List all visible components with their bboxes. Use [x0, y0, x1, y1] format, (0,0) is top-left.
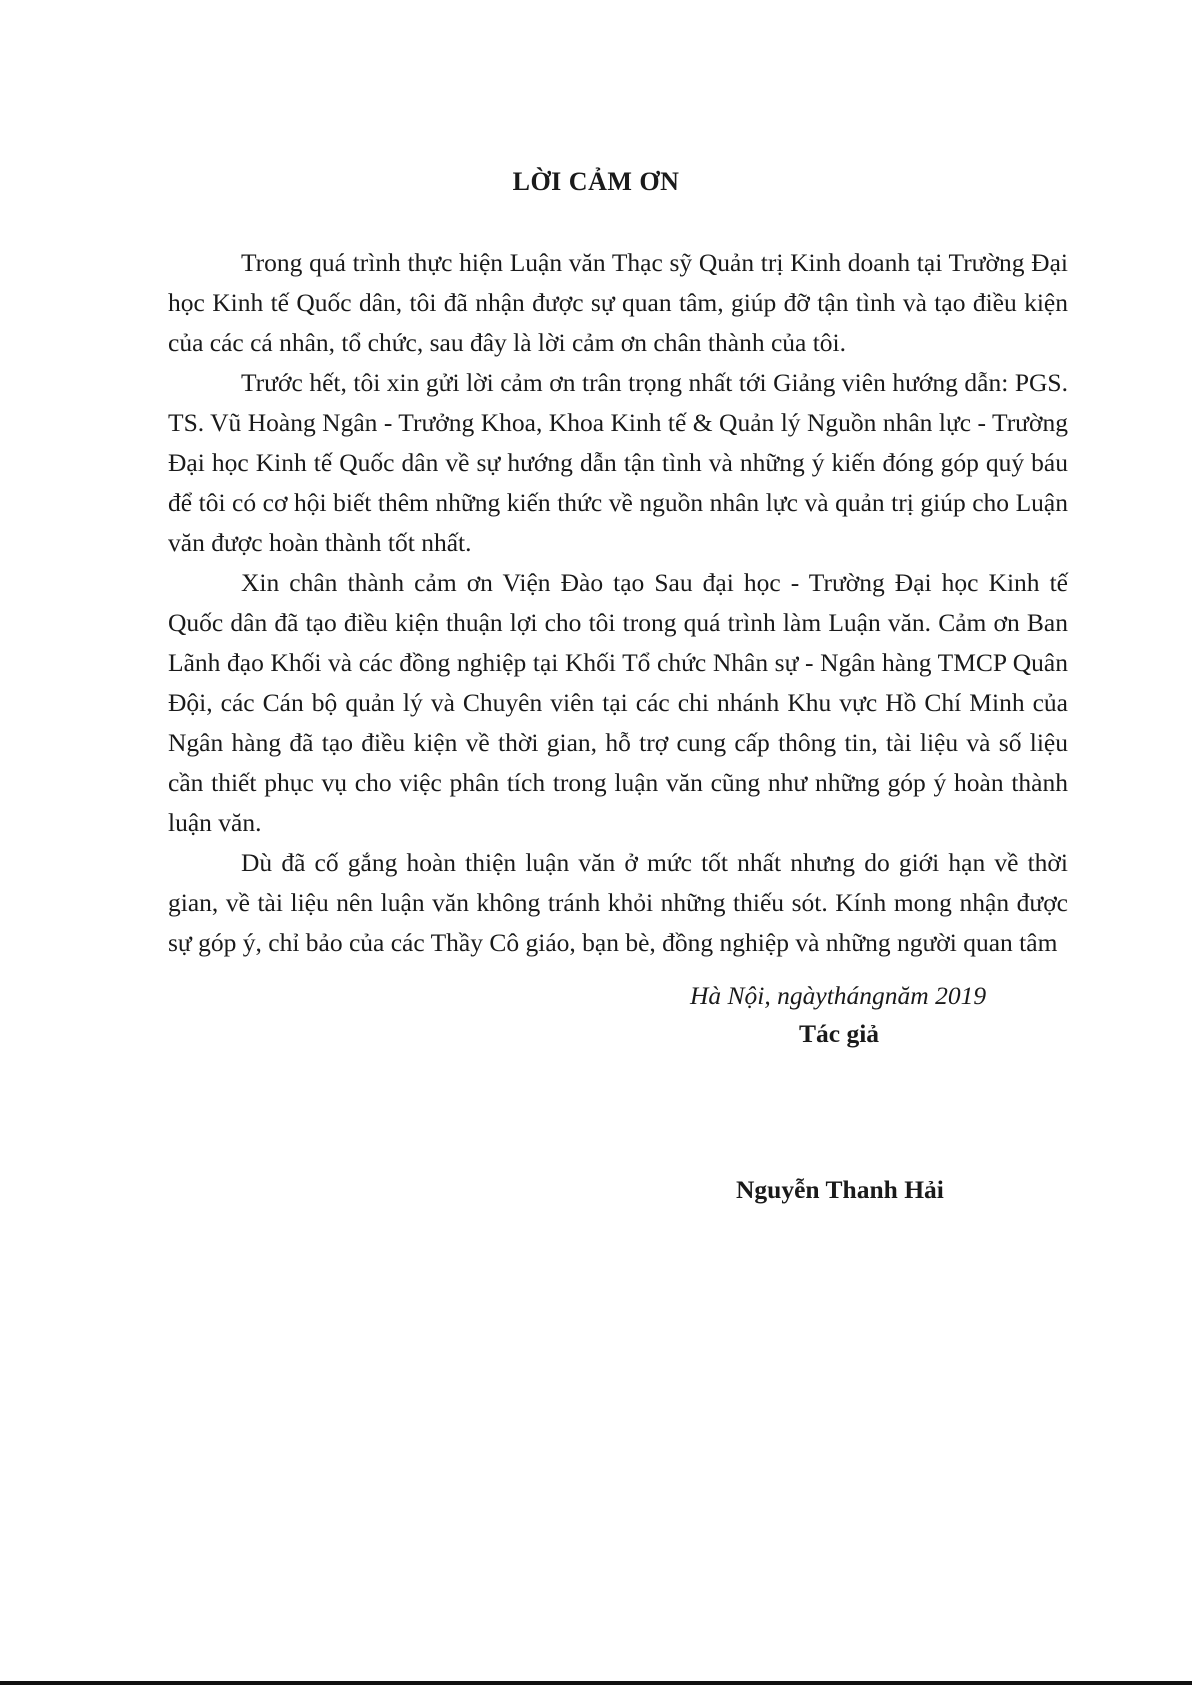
- page-title: LỜI CẢM ƠN: [512, 167, 680, 196]
- document-body: [168, 243, 1068, 963]
- author-label: Tác giả: [799, 1019, 880, 1048]
- paragraph-intro: Trong quá trình thực hiện Luận văn Thạc sỹ Quản trị Kinh doanh tại Trường Đại học Kinh tế Quốc dân, tôi đã nhận được sự quan tâm, giúp đỡ tận tình và tạo điều kiện của các cá nhân, tổ chức, sau đây là lời cảm ơn chân thành của tôi.: [168, 248, 1068, 357]
- author-name: Nguyễn Thanh Hải: [736, 1175, 944, 1204]
- paragraph-institution-thanks: Xin chân thành cảm ơn Viện Đào tạo Sau đại học - Trường Đại học Kinh tế Quốc dân đã tạo điều kiện thuận lợi cho tôi trong quá trình làm Luận văn. Cảm ơn Ban Lãnh đạo Khối và các đồng nghiệp tại Khối Tổ chức Nhân sự - Ngân hàng TMCP Quân Đội, các Cán bộ quản lý và Chuyên viên tại các chi nhánh Khu vực Hồ Chí Minh của Ngân hàng đã tạo điều kiện về thời gian, hỗ trợ cung cấp thông tin, tài liệu và số liệu cần thiết phục vụ cho việc phân tích trong luận văn cũng như những góp ý hoàn thành luận văn.: [168, 568, 1068, 837]
- page-bottom-edge: [0, 1681, 1192, 1685]
- paragraph-advisor-thanks: Trước hết, tôi xin gửi lời cảm ơn trân trọng nhất tới Giảng viên hướng dẫn: PGS. TS. Vũ Hoàng Ngân - Trưởng Khoa, Khoa Kinh tế & Quản lý Nguồn nhân lực - Trường Đại học Kinh tế Quốc dân về sự hướng dẫn tận tình và những ý kiến đóng góp quý báu để tôi có cơ hội biết thêm những kiến thức về nguồn nhân lực và quản trị giúp cho Luận văn được hoàn thành tốt nhất.: [168, 368, 1068, 557]
- paragraph-closing: Dù đã cố gắng hoàn thiện luận văn ở mức tốt nhất nhưng do giới hạn về thời gian, về tài liệu nên luận văn không tránh khỏi những thiếu sót. Kính mong nhận được sự góp ý, chỉ bảo của các Thầy Cô giáo, bạn bè, đồng nghiệp và những người quan tâm: [168, 848, 1068, 957]
- date-line: Hà Nội, ngàythángnăm 2019: [690, 981, 987, 1010]
